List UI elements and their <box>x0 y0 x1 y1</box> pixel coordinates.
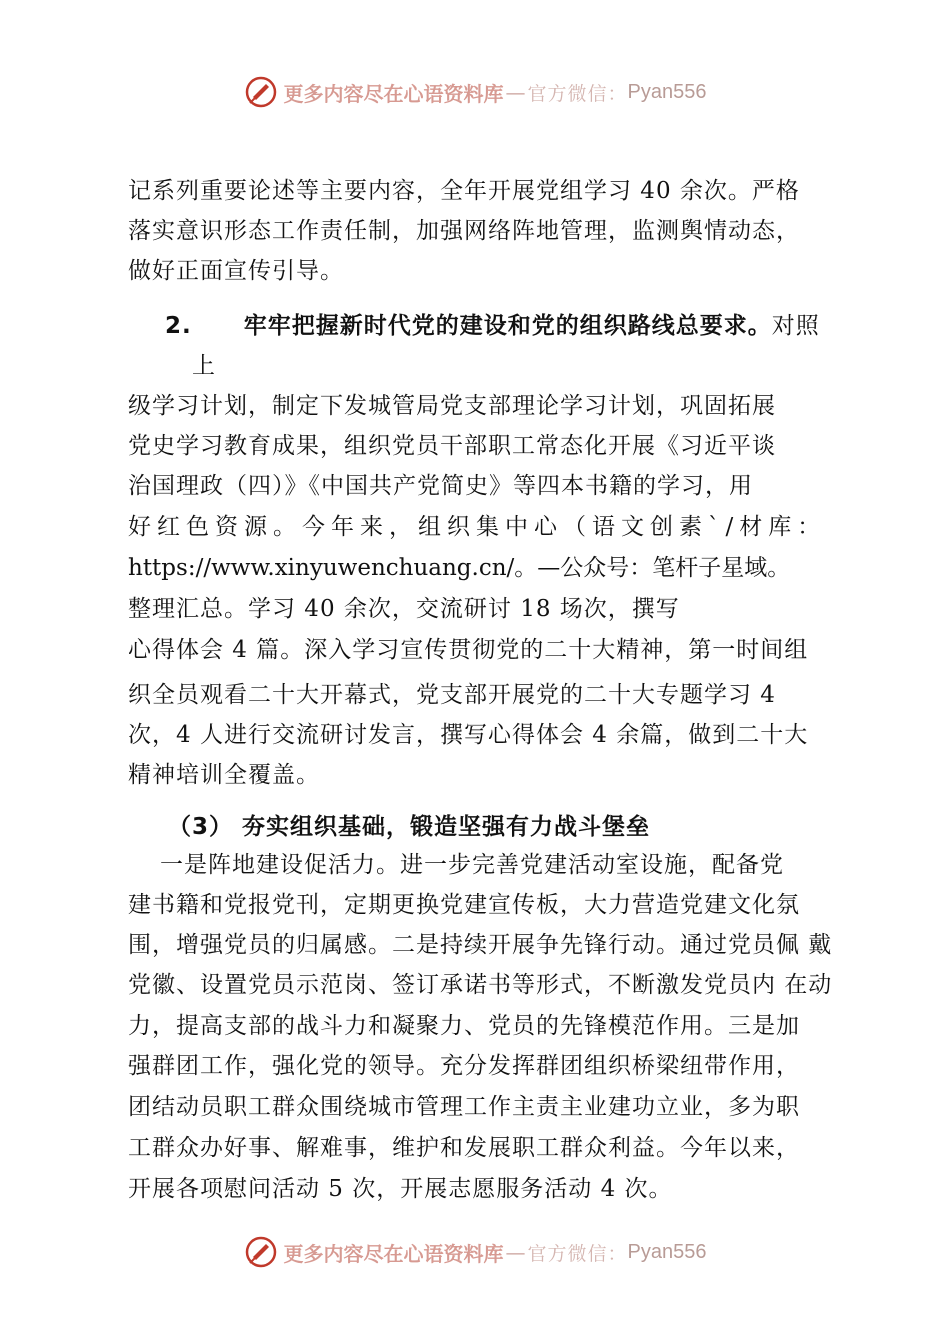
watermark-header <box>0 68 950 116</box>
paragraph-line: 建书籍和党报党刊，定期更换党建宣传板，大力营造党建文化氛 <box>128 892 800 918</box>
watermark-wechat-id: Pyan556 <box>627 1240 707 1263</box>
paragraph-line: 整理汇总。学习 40 余次，交流研讨 18 场次，撰写 <box>128 596 680 622</box>
heading-number: 2. <box>165 313 192 339</box>
heading-title: 牢牢把握新时代党的建设和党的组织路线总要求。 <box>243 313 772 339</box>
paragraph-line: 一是阵地建设促活力。进一步完善党建活动室设施，配备党 <box>160 852 784 878</box>
paragraph-line: 围，增强党员的归属感。二是持续开展争先锋行动。通过党员佩 戴 <box>128 932 833 958</box>
paragraph-line: 开展各项慰问活动 5 次，开展志愿服务活动 4 次。 <box>128 1176 673 1202</box>
paragraph-line: 落实意识形态工作责任制，加强网络阵地管理，监测舆情动态， <box>128 218 800 244</box>
paragraph-line: 精神培训全覆盖。 <box>128 762 320 788</box>
paragraph-line: 好红色资源。今年来，组织集中心（语文创素`/材库： <box>128 514 827 540</box>
section-heading-2 <box>165 311 820 341</box>
paragraph-line: 心得体会 4 篇。深入学习宣传贯彻党的二十大精神，第一时间组 <box>128 637 809 663</box>
watermark-wechat-label: 官方微信： <box>527 1242 628 1265</box>
paragraph-line: 上 <box>192 353 216 379</box>
watermark-main-text: 更多内容尽在心语资料库 <box>283 1241 504 1266</box>
watermark-main-text: 更多内容尽在心语资料库 <box>283 81 504 106</box>
paragraph-line: 级学习计划，制定下发城管局党支部理论学习计划，巩固拓展 <box>128 393 776 419</box>
watermark-separator: — <box>505 80 526 104</box>
library-logo-icon <box>244 75 278 109</box>
paragraph-line: 次，4 人进行交流研讨发言，撰写心得体会 4 余篇，做到二十大 <box>128 722 809 748</box>
paragraph-line: 党史学习教育成果，组织党员干部职工常态化开展《习近平谈 <box>128 433 776 459</box>
section-heading-3: （3） 夯实组织基础，锻造坚强有力战斗堡垒 <box>168 814 651 840</box>
watermark-wechat-label: 官方微信： <box>527 82 628 105</box>
paragraph-line: 治国理政（四）》《中国共产党简史》等四本书籍的学习，用 <box>128 473 753 499</box>
watermark-footer <box>0 1228 950 1276</box>
paragraph-line: 工群众办好事、解难事，维护和发展职工群众利益。今年以来， <box>128 1135 800 1161</box>
watermark-wechat-id: Pyan556 <box>627 80 707 103</box>
heading-tail: 对照 <box>771 313 820 339</box>
paragraph-line: 党徽、设置党员示范岗、签订承诺书等形式，不断激发党员内 在动 <box>128 972 833 998</box>
paragraph-line: 团结动员职工群众围绕城市管理工作主责主业建功立业，多为职 <box>128 1094 800 1120</box>
library-logo-icon <box>244 1235 278 1269</box>
paragraph-line: 织全员观看二十大开幕式，党支部开展党的二十大专题学习 4 <box>128 682 776 708</box>
watermark-separator: — <box>505 1240 526 1264</box>
paragraph-line: 记系列重要论述等主要内容，全年开展党组学习 40 余次。严格 <box>128 178 800 204</box>
paragraph-line: 力，提高支部的战斗力和凝聚力、党员的先锋模范作用。三是加 <box>128 1013 800 1039</box>
paragraph-line: https://www.xinyuwenchuang.cn/。—公众号：笔杆子星域。 <box>128 555 791 581</box>
paragraph-line: 做好正面宣传引导。 <box>128 258 344 284</box>
paragraph-line: 强群团工作，强化党的领导。充分发挥群团组织桥梁纽带作用， <box>128 1053 800 1079</box>
